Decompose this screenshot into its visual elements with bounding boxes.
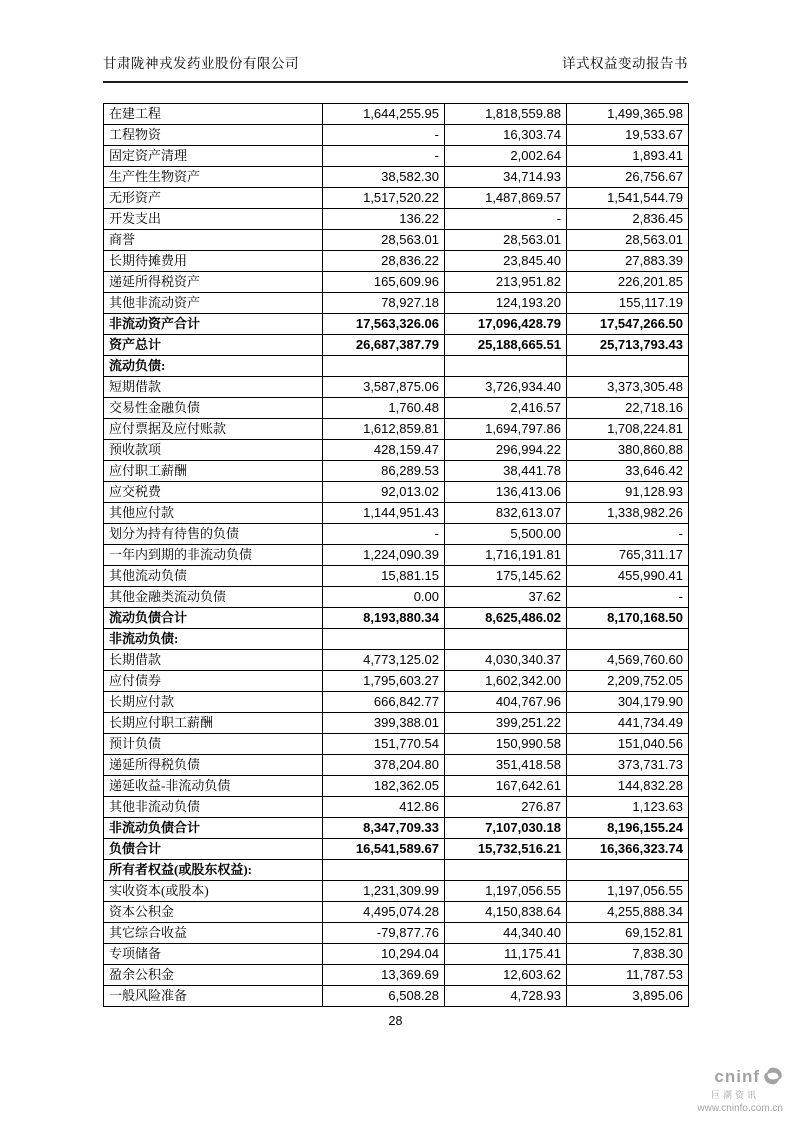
row-label: 递延所得税资产 <box>104 272 323 293</box>
table-row <box>104 944 689 965</box>
row-value-col3: 441,734.49 <box>567 713 689 734</box>
row-value-col3: 22,718.16 <box>567 398 689 419</box>
row-value-col2: 16,303.74 <box>445 125 567 146</box>
row-value-col2: 12,603.62 <box>445 965 567 986</box>
row-value-col2: 1,197,056.55 <box>445 881 567 902</box>
row-label: 无形资产 <box>104 188 323 209</box>
row-value-col1: 86,289.53 <box>323 461 445 482</box>
row-value-col2: 2,416.57 <box>445 398 567 419</box>
table-row <box>104 755 689 776</box>
row-value-col2 <box>445 356 567 377</box>
row-label: 长期借款 <box>104 650 323 671</box>
table-row <box>104 398 689 419</box>
row-value-col2: 1,818,559.88 <box>445 104 567 125</box>
row-value-col2: 15,732,516.21 <box>445 839 567 860</box>
row-value-col1: 1,644,255.95 <box>323 104 445 125</box>
row-value-col2: 1,602,342.00 <box>445 671 567 692</box>
logo-brand-text: cninf <box>714 1067 760 1087</box>
row-label: 交易性金融负债 <box>104 398 323 419</box>
row-label: 其它综合收益 <box>104 923 323 944</box>
row-label: 预收款项 <box>104 440 323 461</box>
row-value-col1: -79,877.76 <box>323 923 445 944</box>
row-value-col1: 165,609.96 <box>323 272 445 293</box>
table-row <box>104 650 689 671</box>
row-value-col2: 38,441.78 <box>445 461 567 482</box>
table-row <box>104 629 689 650</box>
row-value-col3: 226,201.85 <box>567 272 689 293</box>
table-row <box>104 965 689 986</box>
row-value-col2: 17,096,428.79 <box>445 314 567 335</box>
table-row <box>104 419 689 440</box>
row-value-col1: 1,144,951.43 <box>323 503 445 524</box>
row-label: 所有者权益(或股东权益): <box>104 860 323 881</box>
row-value-col3: 2,209,752.05 <box>567 671 689 692</box>
document-title: 详式权益变动报告书 <box>562 56 688 71</box>
row-value-col3: 304,179.90 <box>567 692 689 713</box>
row-value-col1: 3,587,875.06 <box>323 377 445 398</box>
row-value-col2: 399,251.22 <box>445 713 567 734</box>
row-value-col3: 25,713,793.43 <box>567 335 689 356</box>
row-value-col2 <box>445 860 567 881</box>
row-value-col1: 6,508.28 <box>323 986 445 1007</box>
row-value-col3: 1,893.41 <box>567 146 689 167</box>
table-row <box>104 587 689 608</box>
row-value-col2 <box>445 629 567 650</box>
row-value-col1: 15,881.15 <box>323 566 445 587</box>
row-value-col2: 832,613.07 <box>445 503 567 524</box>
row-label: 应付票据及应付账款 <box>104 419 323 440</box>
swirl-icon <box>763 1066 783 1091</box>
row-label: 流动负债: <box>104 356 323 377</box>
row-label: 其他非流动资产 <box>104 293 323 314</box>
row-value-col2: 175,145.62 <box>445 566 567 587</box>
row-value-col1: 1,517,520.22 <box>323 188 445 209</box>
row-value-col2: 213,951.82 <box>445 272 567 293</box>
row-value-col2: 44,340.40 <box>445 923 567 944</box>
row-label: 一般风险准备 <box>104 986 323 1007</box>
table-row <box>104 776 689 797</box>
row-value-col3: 28,563.01 <box>567 230 689 251</box>
table-row <box>104 314 689 335</box>
row-value-col3 <box>567 629 689 650</box>
row-value-col2: 404,767.96 <box>445 692 567 713</box>
row-label: 流动负债合计 <box>104 608 323 629</box>
table-row <box>104 503 689 524</box>
row-value-col3: - <box>567 524 689 545</box>
row-value-col1: 8,193,880.34 <box>323 608 445 629</box>
row-value-col2: 2,002.64 <box>445 146 567 167</box>
table-row <box>104 272 689 293</box>
row-value-col3: 3,895.06 <box>567 986 689 1007</box>
row-value-col1: 1,612,859.81 <box>323 419 445 440</box>
row-value-col1: 1,224,090.39 <box>323 545 445 566</box>
row-value-col1: 378,204.80 <box>323 755 445 776</box>
row-value-col2: 351,418.58 <box>445 755 567 776</box>
row-value-col3: 33,646.42 <box>567 461 689 482</box>
row-value-col3: 380,860.88 <box>567 440 689 461</box>
row-value-col1: - <box>323 146 445 167</box>
row-value-col2: 136,413.06 <box>445 482 567 503</box>
row-label: 应付职工薪酬 <box>104 461 323 482</box>
row-label: 生产性生物资产 <box>104 167 323 188</box>
row-label: 应交税费 <box>104 482 323 503</box>
row-value-col2: 3,726,934.40 <box>445 377 567 398</box>
row-value-col2: 34,714.93 <box>445 167 567 188</box>
cninfo-logo <box>697 1066 783 1114</box>
row-value-col1: 136.22 <box>323 209 445 230</box>
row-value-col1: 16,541,589.67 <box>323 839 445 860</box>
row-value-col2: 23,845.40 <box>445 251 567 272</box>
row-value-col2: 4,150,838.64 <box>445 902 567 923</box>
row-label: 商誉 <box>104 230 323 251</box>
logo-top-row <box>697 1066 783 1091</box>
table-row <box>104 797 689 818</box>
row-label: 固定资产清理 <box>104 146 323 167</box>
row-value-col1: 428,159.47 <box>323 440 445 461</box>
table-row <box>104 713 689 734</box>
row-label: 其他流动负债 <box>104 566 323 587</box>
row-value-col1: 26,687,387.79 <box>323 335 445 356</box>
page-number: 28 <box>388 1014 403 1028</box>
row-label: 其他应付款 <box>104 503 323 524</box>
table-row <box>104 167 689 188</box>
table-row <box>104 566 689 587</box>
row-value-col3: 1,123.63 <box>567 797 689 818</box>
table-row <box>104 986 689 1007</box>
table-row <box>104 335 689 356</box>
row-value-col1: 4,773,125.02 <box>323 650 445 671</box>
row-value-col2: 4,728.93 <box>445 986 567 1007</box>
table-row <box>104 818 689 839</box>
table-row <box>104 839 689 860</box>
table-row <box>104 692 689 713</box>
row-value-col3: 1,338,982.26 <box>567 503 689 524</box>
row-label: 长期应付职工薪酬 <box>104 713 323 734</box>
row-value-col2: 28,563.01 <box>445 230 567 251</box>
row-label: 盈余公积金 <box>104 965 323 986</box>
row-value-col3: 3,373,305.48 <box>567 377 689 398</box>
row-value-col3: 26,756.67 <box>567 167 689 188</box>
row-value-col1: 13,369.69 <box>323 965 445 986</box>
table-row <box>104 608 689 629</box>
row-value-col3: 1,197,056.55 <box>567 881 689 902</box>
row-value-col3: 4,569,760.60 <box>567 650 689 671</box>
row-label: 非流动资产合计 <box>104 314 323 335</box>
row-label: 长期应付款 <box>104 692 323 713</box>
row-value-col1 <box>323 629 445 650</box>
row-value-col1: 28,836.22 <box>323 251 445 272</box>
row-value-col3: 8,170,168.50 <box>567 608 689 629</box>
row-value-col3: 1,499,365.98 <box>567 104 689 125</box>
row-value-col3 <box>567 860 689 881</box>
row-label: 资产总计 <box>104 335 323 356</box>
table-row <box>104 251 689 272</box>
row-label: 非流动负债合计 <box>104 818 323 839</box>
row-value-col1: 399,388.01 <box>323 713 445 734</box>
row-label: 短期借款 <box>104 377 323 398</box>
row-value-col1: 38,582.30 <box>323 167 445 188</box>
row-value-col2: 150,990.58 <box>445 734 567 755</box>
row-value-col3: 455,990.41 <box>567 566 689 587</box>
row-label: 递延所得税负债 <box>104 755 323 776</box>
table-row <box>104 902 689 923</box>
row-value-col1: 1,795,603.27 <box>323 671 445 692</box>
table-row <box>104 356 689 377</box>
row-value-col2: 124,193.20 <box>445 293 567 314</box>
row-value-col3: - <box>567 587 689 608</box>
row-value-col3: 1,708,224.81 <box>567 419 689 440</box>
row-label: 实收资本(或股本) <box>104 881 323 902</box>
table-row <box>104 293 689 314</box>
row-label: 应付债券 <box>104 671 323 692</box>
row-label: 递延收益-非流动负债 <box>104 776 323 797</box>
row-label: 一年内到期的非流动负债 <box>104 545 323 566</box>
row-value-col1: 28,563.01 <box>323 230 445 251</box>
row-value-col1: - <box>323 125 445 146</box>
row-label: 长期待摊费用 <box>104 251 323 272</box>
page-content <box>103 52 688 1028</box>
table-row <box>104 209 689 230</box>
row-value-col1: 151,770.54 <box>323 734 445 755</box>
row-label: 专项储备 <box>104 944 323 965</box>
row-value-col2: 37.62 <box>445 587 567 608</box>
table-row <box>104 545 689 566</box>
row-label: 负债合计 <box>104 839 323 860</box>
row-value-col2: 167,642.61 <box>445 776 567 797</box>
row-value-col1: 8,347,709.33 <box>323 818 445 839</box>
row-value-col2: 296,994.22 <box>445 440 567 461</box>
row-label: 预计负债 <box>104 734 323 755</box>
row-value-col1: 78,927.18 <box>323 293 445 314</box>
row-value-col1: - <box>323 524 445 545</box>
row-value-col2: 25,188,665.51 <box>445 335 567 356</box>
row-value-col2: 4,030,340.37 <box>445 650 567 671</box>
row-value-col3: 11,787.53 <box>567 965 689 986</box>
table-row <box>104 524 689 545</box>
logo-chinese-name: 巨潮资讯 <box>710 1090 759 1101</box>
table-row <box>104 104 689 125</box>
row-value-col3: 151,040.56 <box>567 734 689 755</box>
row-label: 划分为持有待售的负债 <box>104 524 323 545</box>
row-value-col1 <box>323 860 445 881</box>
row-value-col2: 5,500.00 <box>445 524 567 545</box>
row-value-col1: 666,842.77 <box>323 692 445 713</box>
row-value-col2: 7,107,030.18 <box>445 818 567 839</box>
row-value-col3: 16,366,323.74 <box>567 839 689 860</box>
row-value-col3: 1,541,544.79 <box>567 188 689 209</box>
row-value-col2: - <box>445 209 567 230</box>
row-value-col2: 1,716,191.81 <box>445 545 567 566</box>
table-row <box>104 125 689 146</box>
page-header <box>103 52 688 83</box>
table-row <box>104 860 689 881</box>
table-row <box>104 188 689 209</box>
row-value-col2: 1,694,797.86 <box>445 419 567 440</box>
row-value-col1: 10,294.04 <box>323 944 445 965</box>
row-value-col1: 17,563,326.06 <box>323 314 445 335</box>
row-value-col3: 27,883.39 <box>567 251 689 272</box>
row-value-col1: 412.86 <box>323 797 445 818</box>
row-value-col3 <box>567 356 689 377</box>
row-value-col3: 19,533.67 <box>567 125 689 146</box>
table-row <box>104 671 689 692</box>
table-row <box>104 230 689 251</box>
row-value-col3: 69,152.81 <box>567 923 689 944</box>
table-row <box>104 734 689 755</box>
row-value-col3: 155,117.19 <box>567 293 689 314</box>
row-value-col2: 1,487,869.57 <box>445 188 567 209</box>
row-value-col3: 2,836.45 <box>567 209 689 230</box>
row-value-col2: 276.87 <box>445 797 567 818</box>
row-label: 其他非流动负债 <box>104 797 323 818</box>
row-value-col2: 11,175.41 <box>445 944 567 965</box>
row-value-col1 <box>323 356 445 377</box>
table-row <box>104 440 689 461</box>
table-row <box>104 461 689 482</box>
table-row <box>104 923 689 944</box>
row-value-col3: 7,838.30 <box>567 944 689 965</box>
row-label: 开发支出 <box>104 209 323 230</box>
row-value-col3: 765,311.17 <box>567 545 689 566</box>
logo-website-url: www.cninfo.com.cn <box>697 1103 783 1114</box>
row-value-col1: 182,362.05 <box>323 776 445 797</box>
company-name: 甘肃陇神戎发药业股份有限公司 <box>103 56 299 71</box>
row-label: 其他金融类流动负债 <box>104 587 323 608</box>
table-row <box>104 482 689 503</box>
row-value-col2: 8,625,486.02 <box>445 608 567 629</box>
table-row <box>104 146 689 167</box>
table-row <box>104 377 689 398</box>
table-row <box>104 881 689 902</box>
table-body <box>104 104 689 1007</box>
row-label: 资本公积金 <box>104 902 323 923</box>
row-value-col3: 91,128.93 <box>567 482 689 503</box>
row-value-col1: 1,760.48 <box>323 398 445 419</box>
row-value-col3: 8,196,155.24 <box>567 818 689 839</box>
row-value-col3: 144,832.28 <box>567 776 689 797</box>
row-value-col1: 4,495,074.28 <box>323 902 445 923</box>
row-value-col1: 92,013.02 <box>323 482 445 503</box>
row-value-col1: 1,231,309.99 <box>323 881 445 902</box>
balance-sheet-table <box>103 103 689 1007</box>
row-value-col3: 17,547,266.50 <box>567 314 689 335</box>
row-label: 在建工程 <box>104 104 323 125</box>
row-value-col3: 373,731.73 <box>567 755 689 776</box>
row-value-col1: 0.00 <box>323 587 445 608</box>
row-value-col3: 4,255,888.34 <box>567 902 689 923</box>
row-label: 非流动负债: <box>104 629 323 650</box>
row-label: 工程物资 <box>104 125 323 146</box>
